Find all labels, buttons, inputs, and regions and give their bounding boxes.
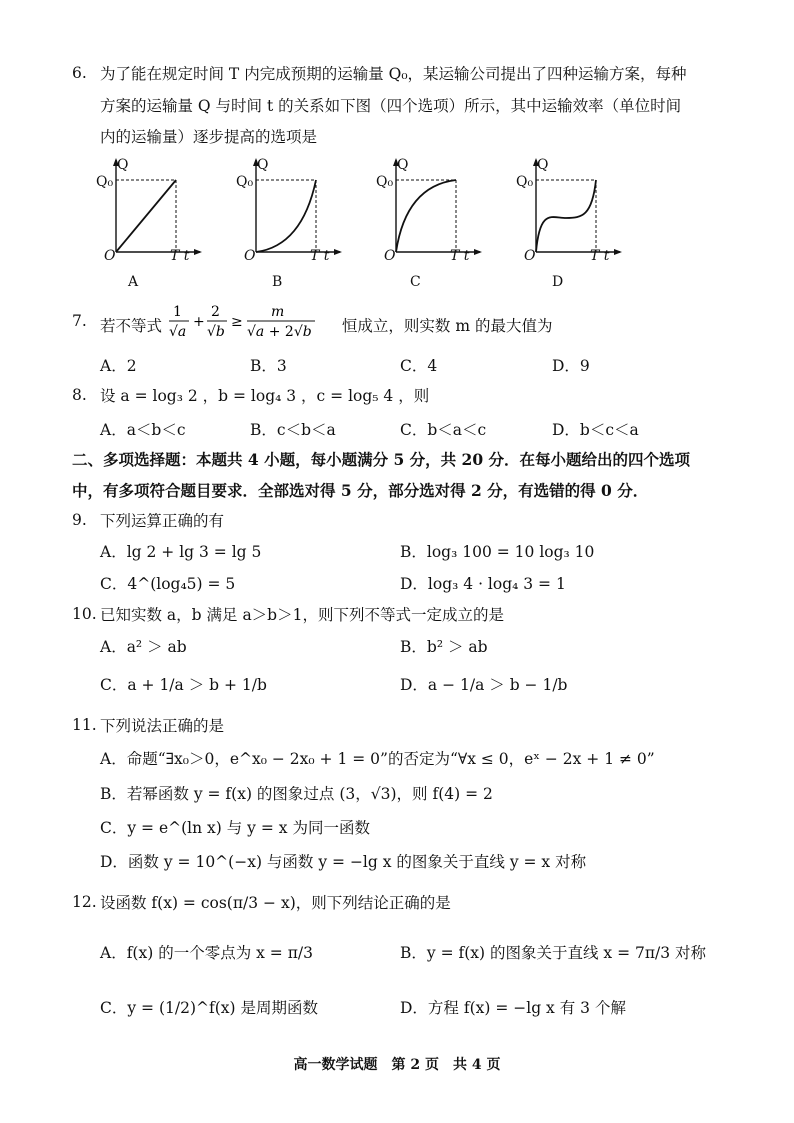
graph-c-q0-label: Q₀ (376, 174, 394, 190)
q12-option-b: B．y = f(x) 的图象关于直线 x = 7π/3 对称 (400, 944, 707, 962)
q11-option-b: B．若幂函数 y = f(x) 的图象过点 (3，√3)，则 f(4) = 2 (100, 785, 493, 803)
q8-number: 8. (72, 386, 87, 404)
q10-option-a: A．a² ＞ ab (100, 638, 187, 656)
q7-option-d: D．9 (552, 357, 590, 375)
graph-a-curve (116, 180, 176, 252)
graph-b-o-label: O (244, 248, 256, 264)
q11-number: 11. (72, 716, 97, 734)
graph-b-q-label: Q (257, 157, 269, 173)
section2-line1: 二、多项选择题：本题共 4 小题，每小题满分 5 分，共 20 分．在每小题给出的四个选项 (72, 450, 691, 469)
graph-b-label: B (272, 274, 283, 290)
svg-text:+: + (192, 314, 205, 330)
q9-stem: 下列运算正确的有 (100, 512, 225, 530)
graph-d-t-label: T t (590, 248, 610, 264)
q11-option-a: A．命题“∃x₀＞0，e^x₀ − 2x₀ + 1 = 0”的否定为“∀x ≤ 0，eˣ − 2x + 1 ≠ 0” (100, 750, 655, 768)
graph-c-curve (396, 180, 456, 252)
q11-option-d: D．函数 y = 10^(−x) 与函数 y = −lg x 的图象关于直线 y = x 对称 (100, 853, 587, 871)
q8-option-b: B．c＜b＜a (250, 421, 336, 439)
q7-text-pre: 若不等式 (100, 317, 163, 335)
q7-number: 7. (72, 312, 87, 330)
graph-d-curve (536, 180, 596, 252)
q9-option-c: C．4^(log₄5) = 5 (100, 575, 236, 593)
svg-text:√a + 2√b: √a + 2√b (246, 324, 312, 340)
graph-b-q0-label: Q₀ (236, 174, 254, 190)
q8-stem: 设 a = log₃ 2 ，b = log₄ 3 ，c = log₅ 4 ，则 (100, 387, 430, 405)
q8-option-a: A．a＜b＜c (100, 421, 186, 439)
graph-b-curve (256, 180, 316, 252)
graph-c-q-label: Q (397, 157, 409, 173)
q9-option-a: A．lg 2 + lg 3 = lg 5 (100, 543, 262, 561)
graph-c-label: C (410, 274, 421, 290)
q7-option-b: B．3 (250, 357, 287, 375)
graph-a-o-label: O (104, 248, 116, 264)
q6-number: 6. (72, 64, 87, 82)
graph-a-q0-label: Q₀ (96, 174, 114, 190)
q7-option-c: C．4 (400, 357, 438, 375)
q10-number: 10. (72, 605, 97, 623)
q7-inequality (167, 302, 337, 342)
q12-stem: 设函数 f(x) = cos(π/3 − x)，则下列结论正确的是 (100, 894, 451, 912)
graph-b-t-label: T t (310, 248, 330, 264)
q10-stem: 已知实数 a，b 满足 a＞b＞1，则下列不等式一定成立的是 (100, 606, 504, 624)
q6-line3: 内的运输量）逐步提高的选项是 (100, 128, 318, 146)
q7-stem (100, 304, 553, 342)
page-footer: 高一数学试题 第 2 页 共 4 页 (293, 1057, 501, 1073)
q10-option-c: C．a + 1/a ＞ b + 1/b (100, 676, 267, 694)
q8-option-d: D．b＜c＜a (552, 421, 639, 439)
q11-option-c: C．y = e^(ln x) 与 y = x 为同一函数 (100, 819, 370, 837)
graph-d-label: D (552, 274, 564, 290)
q7-option-a: A．2 (100, 357, 137, 375)
q12-option-d: D．方程 f(x) = −lg x 有 3 个解 (400, 999, 626, 1017)
q10-option-d: D．a − 1/a ＞ b − 1/b (400, 676, 568, 694)
q9-option-b: B．log₃ 100 = 10 log₃ 10 (400, 543, 595, 561)
svg-text:m: m (270, 304, 285, 320)
graph-d-o-label: O (524, 248, 536, 264)
q8-option-c: C．b＜a＜c (400, 421, 487, 439)
graph-c-o-label: O (384, 248, 396, 264)
q9-number: 9. (72, 511, 87, 529)
q7-text-post: 恒成立，则实数 m 的最大值为 (341, 317, 553, 335)
section2-line2: 中，有多项符合题目要求．全部选对得 5 分，部分选对得 2 分，有选错的得 0 分． (72, 481, 649, 500)
q6-line1: 为了能在规定时间 T 内完成预期的运输量 Q₀，某运输公司提出了四种运输方案，每种 (100, 65, 687, 83)
graph-c-t-label: T t (450, 248, 470, 264)
svg-text:≥: ≥ (230, 314, 243, 330)
svg-text:2: 2 (210, 304, 220, 320)
graph-d-q0-label: Q₀ (516, 174, 534, 190)
graph-a-label: A (128, 274, 139, 290)
q12-option-a: A．f(x) 的一个零点为 x = π/3 (100, 944, 313, 962)
graph-d-q-label: Q (537, 157, 549, 173)
graph-a-t-label: T t (170, 248, 190, 264)
graph-a-q-label: Q (117, 157, 129, 173)
q12-number: 12. (72, 893, 97, 911)
svg-text:1: 1 (172, 304, 182, 320)
q6-line2: 方案的运输量 Q 与时间 t 的关系如下图（四个选项）所示，其中运输效率（单位时间 (100, 97, 682, 115)
q12-option-c: C．y = (1/2)^f(x) 是周期函数 (100, 999, 318, 1017)
q11-stem: 下列说法正确的是 (100, 717, 225, 735)
svg-text:√a: √a (168, 324, 187, 340)
q10-option-b: B．b² ＞ ab (400, 638, 488, 656)
q9-option-d: D．log₃ 4 · log₄ 3 = 1 (400, 575, 566, 593)
svg-text:√b: √b (206, 324, 225, 340)
